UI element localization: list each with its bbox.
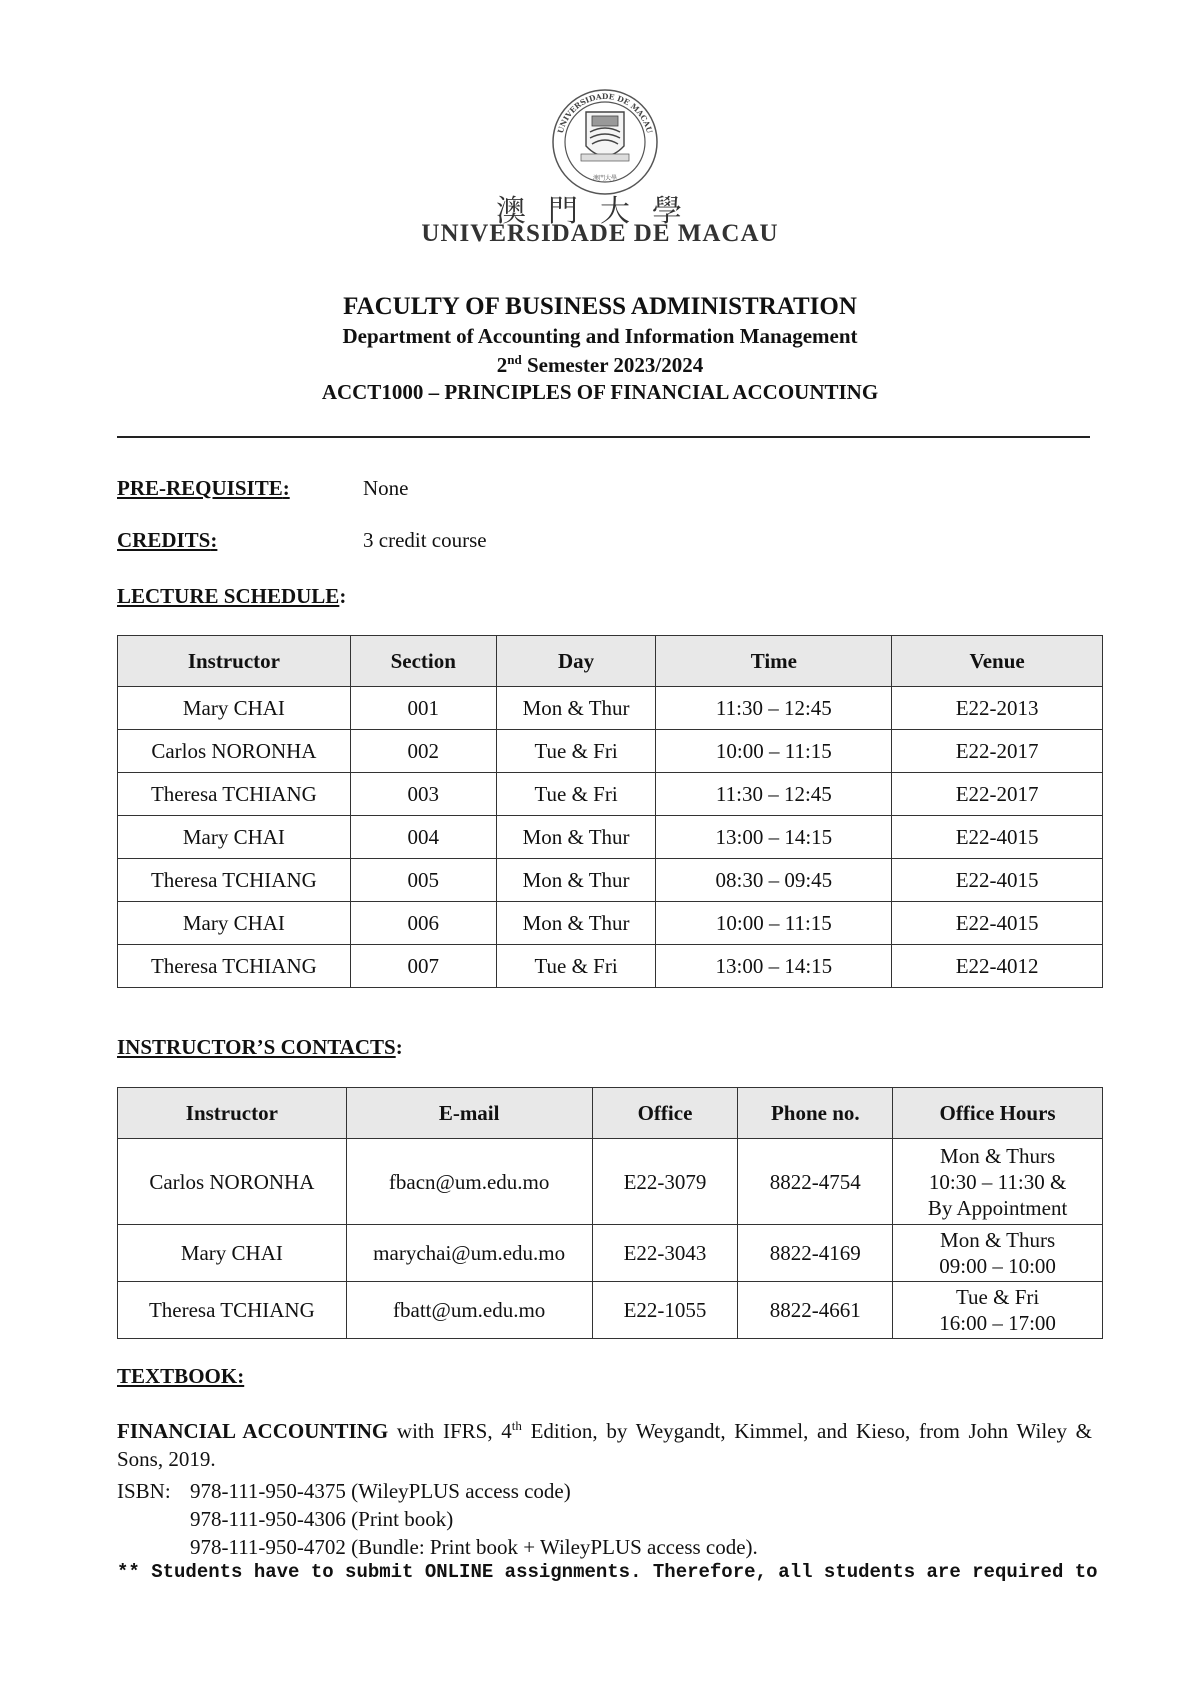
seal-bottom-text: 澳門大學 [592, 175, 618, 182]
lecture-schedule-table [117, 635, 1103, 988]
venue-cell: E22-4012 [892, 945, 1103, 988]
day-cell: Mon & Thur [496, 859, 656, 902]
day-cell: Mon & Thur [496, 687, 656, 730]
faculty-title: FACULTY OF BUSINESS ADMINISTRATION [343, 293, 857, 320]
edition-ordinal: th [511, 1418, 522, 1433]
table-row [118, 859, 1103, 902]
office-cell: E22-3043 [592, 1225, 738, 1282]
semester-number: 2 [496, 353, 508, 377]
table-row [118, 687, 1103, 730]
venue-cell: E22-4015 [892, 816, 1103, 859]
schedule-header-cell: Day [496, 636, 656, 687]
contacts-header-cell: Phone no. [738, 1088, 893, 1139]
instructor-contacts-label: INSTRUCTOR’S CONTACTS: [117, 1035, 403, 1059]
phone-cell: 8822-4661 [738, 1282, 893, 1339]
contacts-header-cell: Office Hours [893, 1088, 1103, 1139]
university-name-portuguese: UNIVERSIDADE DE MACAU [421, 220, 779, 247]
lecture-schedule-label: LECTURE SCHEDULE: [117, 584, 347, 608]
table-row [118, 730, 1103, 773]
course-title: ACCT1000 – PRINCIPLES OF FINANCIAL ACCOUNTING [321, 380, 879, 404]
table-row [118, 1282, 1103, 1339]
table-row [118, 1225, 1103, 1282]
schedule-header-cell: Venue [892, 636, 1103, 687]
time-cell: 08:30 – 09:45 [656, 859, 892, 902]
contacts-header-row [118, 1088, 1103, 1139]
textbook-title: FINANCIAL ACCOUNTING [117, 1419, 389, 1443]
day-cell: Tue & Fri [496, 730, 656, 773]
section-cell: 005 [350, 859, 496, 902]
schedule-header-cell: Time [656, 636, 892, 687]
email-link[interactable]: marychai@um.edu.mo [346, 1225, 592, 1282]
schedule-header-row [118, 636, 1103, 687]
office-cell: E22-3079 [592, 1139, 738, 1225]
instructor-cell: Mary CHAI [118, 902, 351, 945]
email-link[interactable]: fbacn@um.edu.mo [346, 1139, 592, 1225]
table-row [118, 1139, 1103, 1225]
isbn-label: ISBN: [117, 1479, 171, 1503]
schedule-header-cell: Section [350, 636, 496, 687]
section-cell: 002 [350, 730, 496, 773]
textbook-label: TEXTBOOK: [117, 1364, 245, 1388]
semester-title [0, 352, 1200, 378]
office-hours-cell: Mon & Thurs 10:30 – 11:30 & By Appointment [893, 1139, 1103, 1225]
isbn-item: 978-111-950-4375 (WileyPLUS access code) [190, 1479, 571, 1503]
phone-cell: 8822-4169 [738, 1225, 893, 1282]
contacts-header-cell: Office [592, 1088, 738, 1139]
isbn-item: 978-111-950-4306 (Print book) [190, 1507, 454, 1531]
prerequisite-label: PRE-REQUISITE: [117, 476, 290, 500]
venue-cell: E22-2017 [892, 730, 1103, 773]
contacts-header-cell: E-mail [346, 1088, 592, 1139]
online-assignment-note: ** Students have to submit ONLINE assignments. Therefore, all students are required to [117, 1561, 1098, 1583]
instructor-cell: Theresa TCHIANG [118, 945, 351, 988]
day-cell: Tue & Fri [496, 945, 656, 988]
office-hours-cell: Tue & Fri 16:00 – 17:00 [893, 1282, 1103, 1339]
time-cell: 11:30 – 12:45 [656, 773, 892, 816]
table-row [118, 773, 1103, 816]
instructor-contacts-table [117, 1087, 1103, 1339]
office-cell: E22-1055 [592, 1282, 738, 1339]
venue-cell: E22-2013 [892, 687, 1103, 730]
time-cell: 10:00 – 11:15 [656, 730, 892, 773]
instructor-cell: Theresa TCHIANG [118, 773, 351, 816]
header-divider [117, 436, 1090, 438]
venue-cell: E22-4015 [892, 859, 1103, 902]
isbn-item: 978-111-950-4702 (Bundle: Print book + WileyPLUS access code). [190, 1535, 758, 1559]
instructor-cell: Mary CHAI [118, 687, 351, 730]
time-cell: 13:00 – 14:15 [656, 816, 892, 859]
semester-ordinal: nd [507, 352, 522, 367]
instructor-cell: Carlos NORONHA [118, 1139, 347, 1225]
university-seal-logo [546, 88, 664, 196]
textbook-desc-part-a: with IFRS, 4 [388, 1419, 512, 1443]
email-link[interactable]: fbatt@um.edu.mo [346, 1282, 592, 1339]
isbn-list [117, 1477, 758, 1559]
section-cell: 006 [350, 902, 496, 945]
instructor-cell: Theresa TCHIANG [118, 859, 351, 902]
textbook-desc-part-b: Edition, by Weygandt, Kimmel, and Kieso, from John Wiley & Sons, 2019. [117, 1419, 1093, 1471]
day-cell: Tue & Fri [496, 773, 656, 816]
instructor-cell: Mary CHAI [118, 1225, 347, 1282]
day-cell: Mon & Thur [496, 902, 656, 945]
time-cell: 11:30 – 12:45 [656, 687, 892, 730]
section-cell: 003 [350, 773, 496, 816]
day-cell: Mon & Thur [496, 816, 656, 859]
section-cell: 004 [350, 816, 496, 859]
credits-value: 3 credit course [363, 528, 487, 552]
section-cell: 007 [350, 945, 496, 988]
instructor-cell: Theresa TCHIANG [118, 1282, 347, 1339]
instructor-cell: Carlos NORONHA [118, 730, 351, 773]
prerequisite-value: None [363, 476, 409, 500]
table-row [118, 945, 1103, 988]
instructor-cell: Mary CHAI [118, 816, 351, 859]
semester-text: Semester 2023/2024 [521, 353, 704, 377]
seal-ring-text: UNIVERSIDADE DE MACAU [555, 91, 655, 135]
section-cell: 001 [350, 687, 496, 730]
table-row [118, 902, 1103, 945]
time-cell: 13:00 – 14:15 [656, 945, 892, 988]
university-name-chinese: 澳門大學 [496, 194, 704, 229]
textbook-description [117, 1412, 1092, 1473]
venue-cell: E22-4015 [892, 902, 1103, 945]
department-title: Department of Accounting and Information Management [342, 324, 858, 348]
phone-cell: 8822-4754 [738, 1139, 893, 1225]
venue-cell: E22-2017 [892, 773, 1103, 816]
time-cell: 10:00 – 11:15 [656, 902, 892, 945]
office-hours-cell: Mon & Thurs 09:00 – 10:00 [893, 1225, 1103, 1282]
contacts-header-cell: Instructor [118, 1088, 347, 1139]
schedule-header-cell: Instructor [118, 636, 351, 687]
table-row [118, 816, 1103, 859]
credits-label: CREDITS: [117, 528, 218, 552]
